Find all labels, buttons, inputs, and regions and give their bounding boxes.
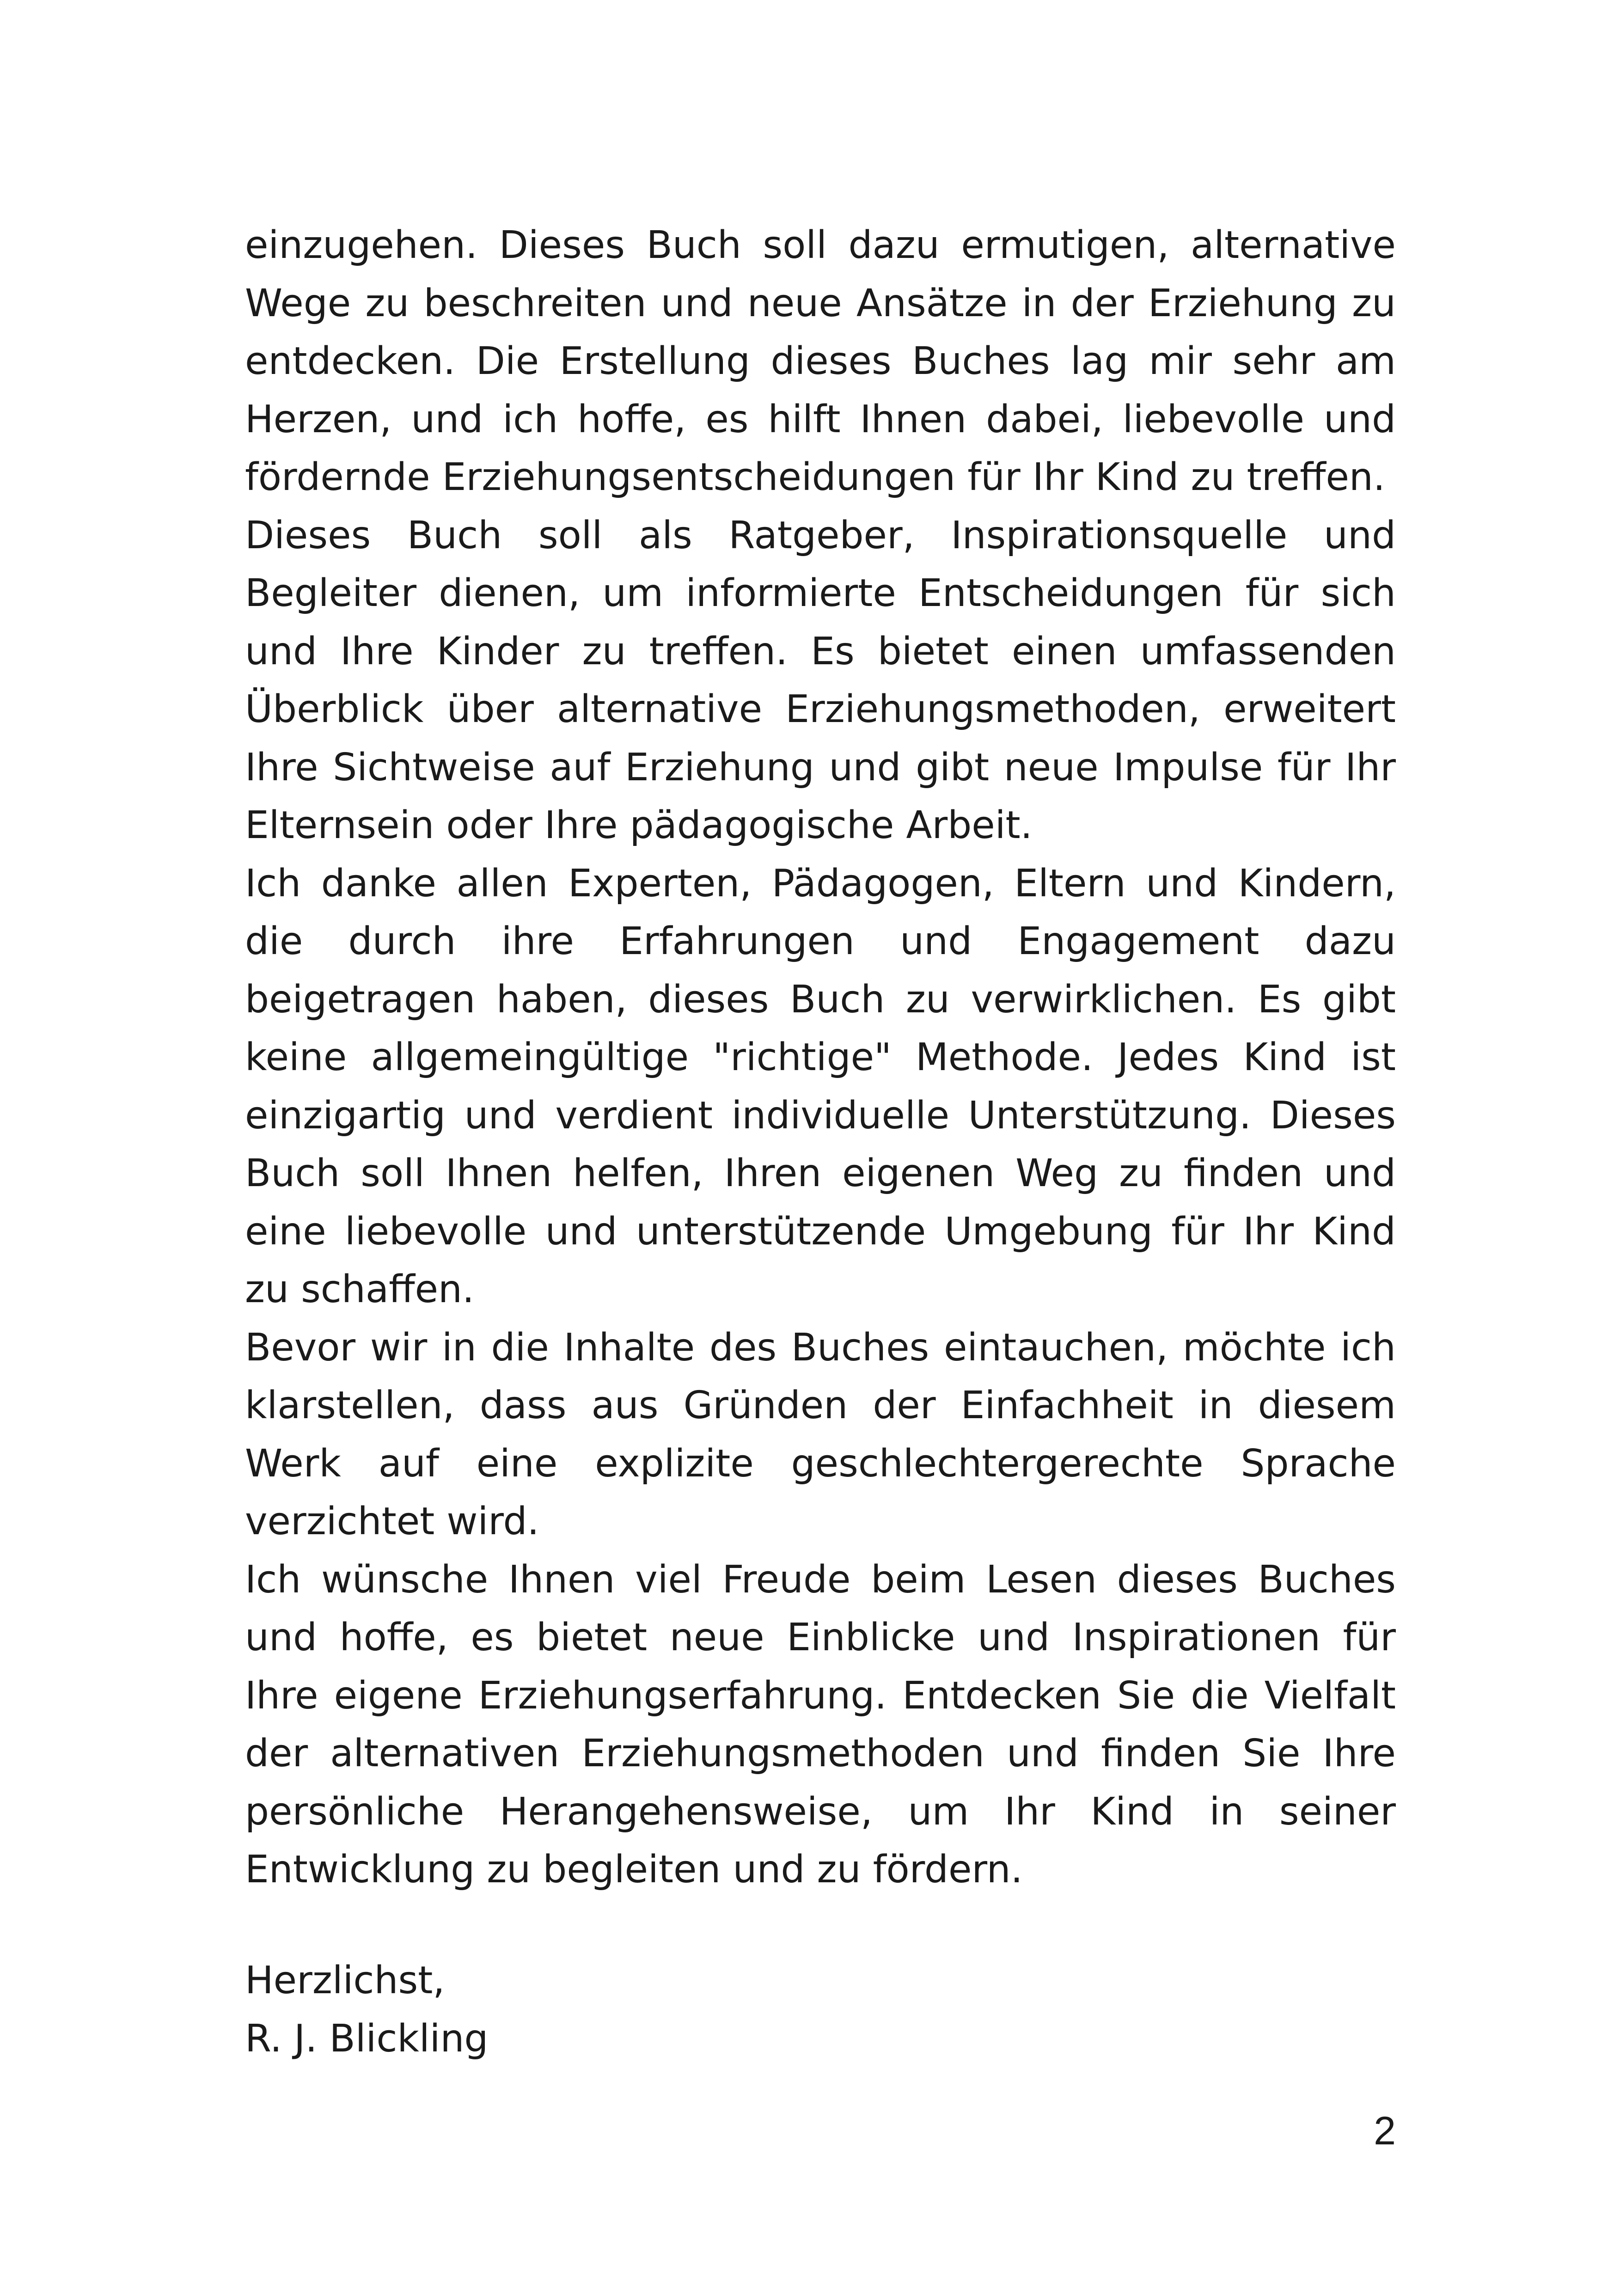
page-number: 2 <box>1374 2109 1396 2153</box>
salutation: Herzlichst, <box>245 1959 445 2002</box>
closing-signature <box>245 1952 488 2068</box>
paragraph: Ich danke allen Experten, Pädagogen, Eltern und Kindern, die durch ihre Erfahrungen und Engagement dazu beigetragen haben, dieses Buch zu verwirklichen. Es gibt keine allgemeingültige "richtige" Methode. Jedes Kind ist einzigartig und verdient individuelle Unterstützung. Dieses Buch soll Ihnen helfen, Ihren eigenen Weg zu finden und eine liebevolle und unterstützende Umgebung für Ihr Kind zu schaffen. <box>245 861 1396 1311</box>
paragraph: Dieses Buch soll als Ratgeber, Inspirationsquelle und Begleiter dienen, um informierte Entscheidungen für sich und Ihre Kinder zu treffen. Es bietet einen umfassenden Überblick über alternative Erziehungsmethoden, erweitert Ihre Sichtweise auf Erziehung und gibt neue Impulse für Ihr Elternsein oder Ihre pädagogische Arbeit. <box>245 513 1396 847</box>
paragraph: Bevor wir in die Inhalte des Buches eintauchen, möchte ich klarstellen, dass aus Gründen der Einfachheit in diesem Werk auf eine explizite geschlechtergerechte Sprache verzichtet wird. <box>245 1325 1396 1543</box>
author-name: R. J. Blickling <box>245 2016 489 2061</box>
paragraph: Ich wünsche Ihnen viel Freude beim Lesen dieses Buches und hoffe, es bietet neue Einblicke und Inspirationen für Ihre eigene Erziehungserfahrung. Entdecken Sie die Vielfalt der alternativen Erziehungsmethoden und finden Sie Ihre persönliche Herangehensweise, um Ihr Kind in seiner Entwicklung zu begleiten und zu fördern. <box>245 1557 1396 1892</box>
body-text <box>245 216 1396 1899</box>
paragraph: einzugehen. Dieses Buch soll dazu ermutigen, alternative Wege zu beschreiten und neue Ansätze in der Erziehung zu entdecken. Die Erstellung dieses Buches lag mir sehr am Herzen, und ich hoffe, es hilft Ihnen dabei, liebevolle und fördernde Erziehungsentscheidungen für Ihr Kind zu treffen. <box>245 223 1396 499</box>
